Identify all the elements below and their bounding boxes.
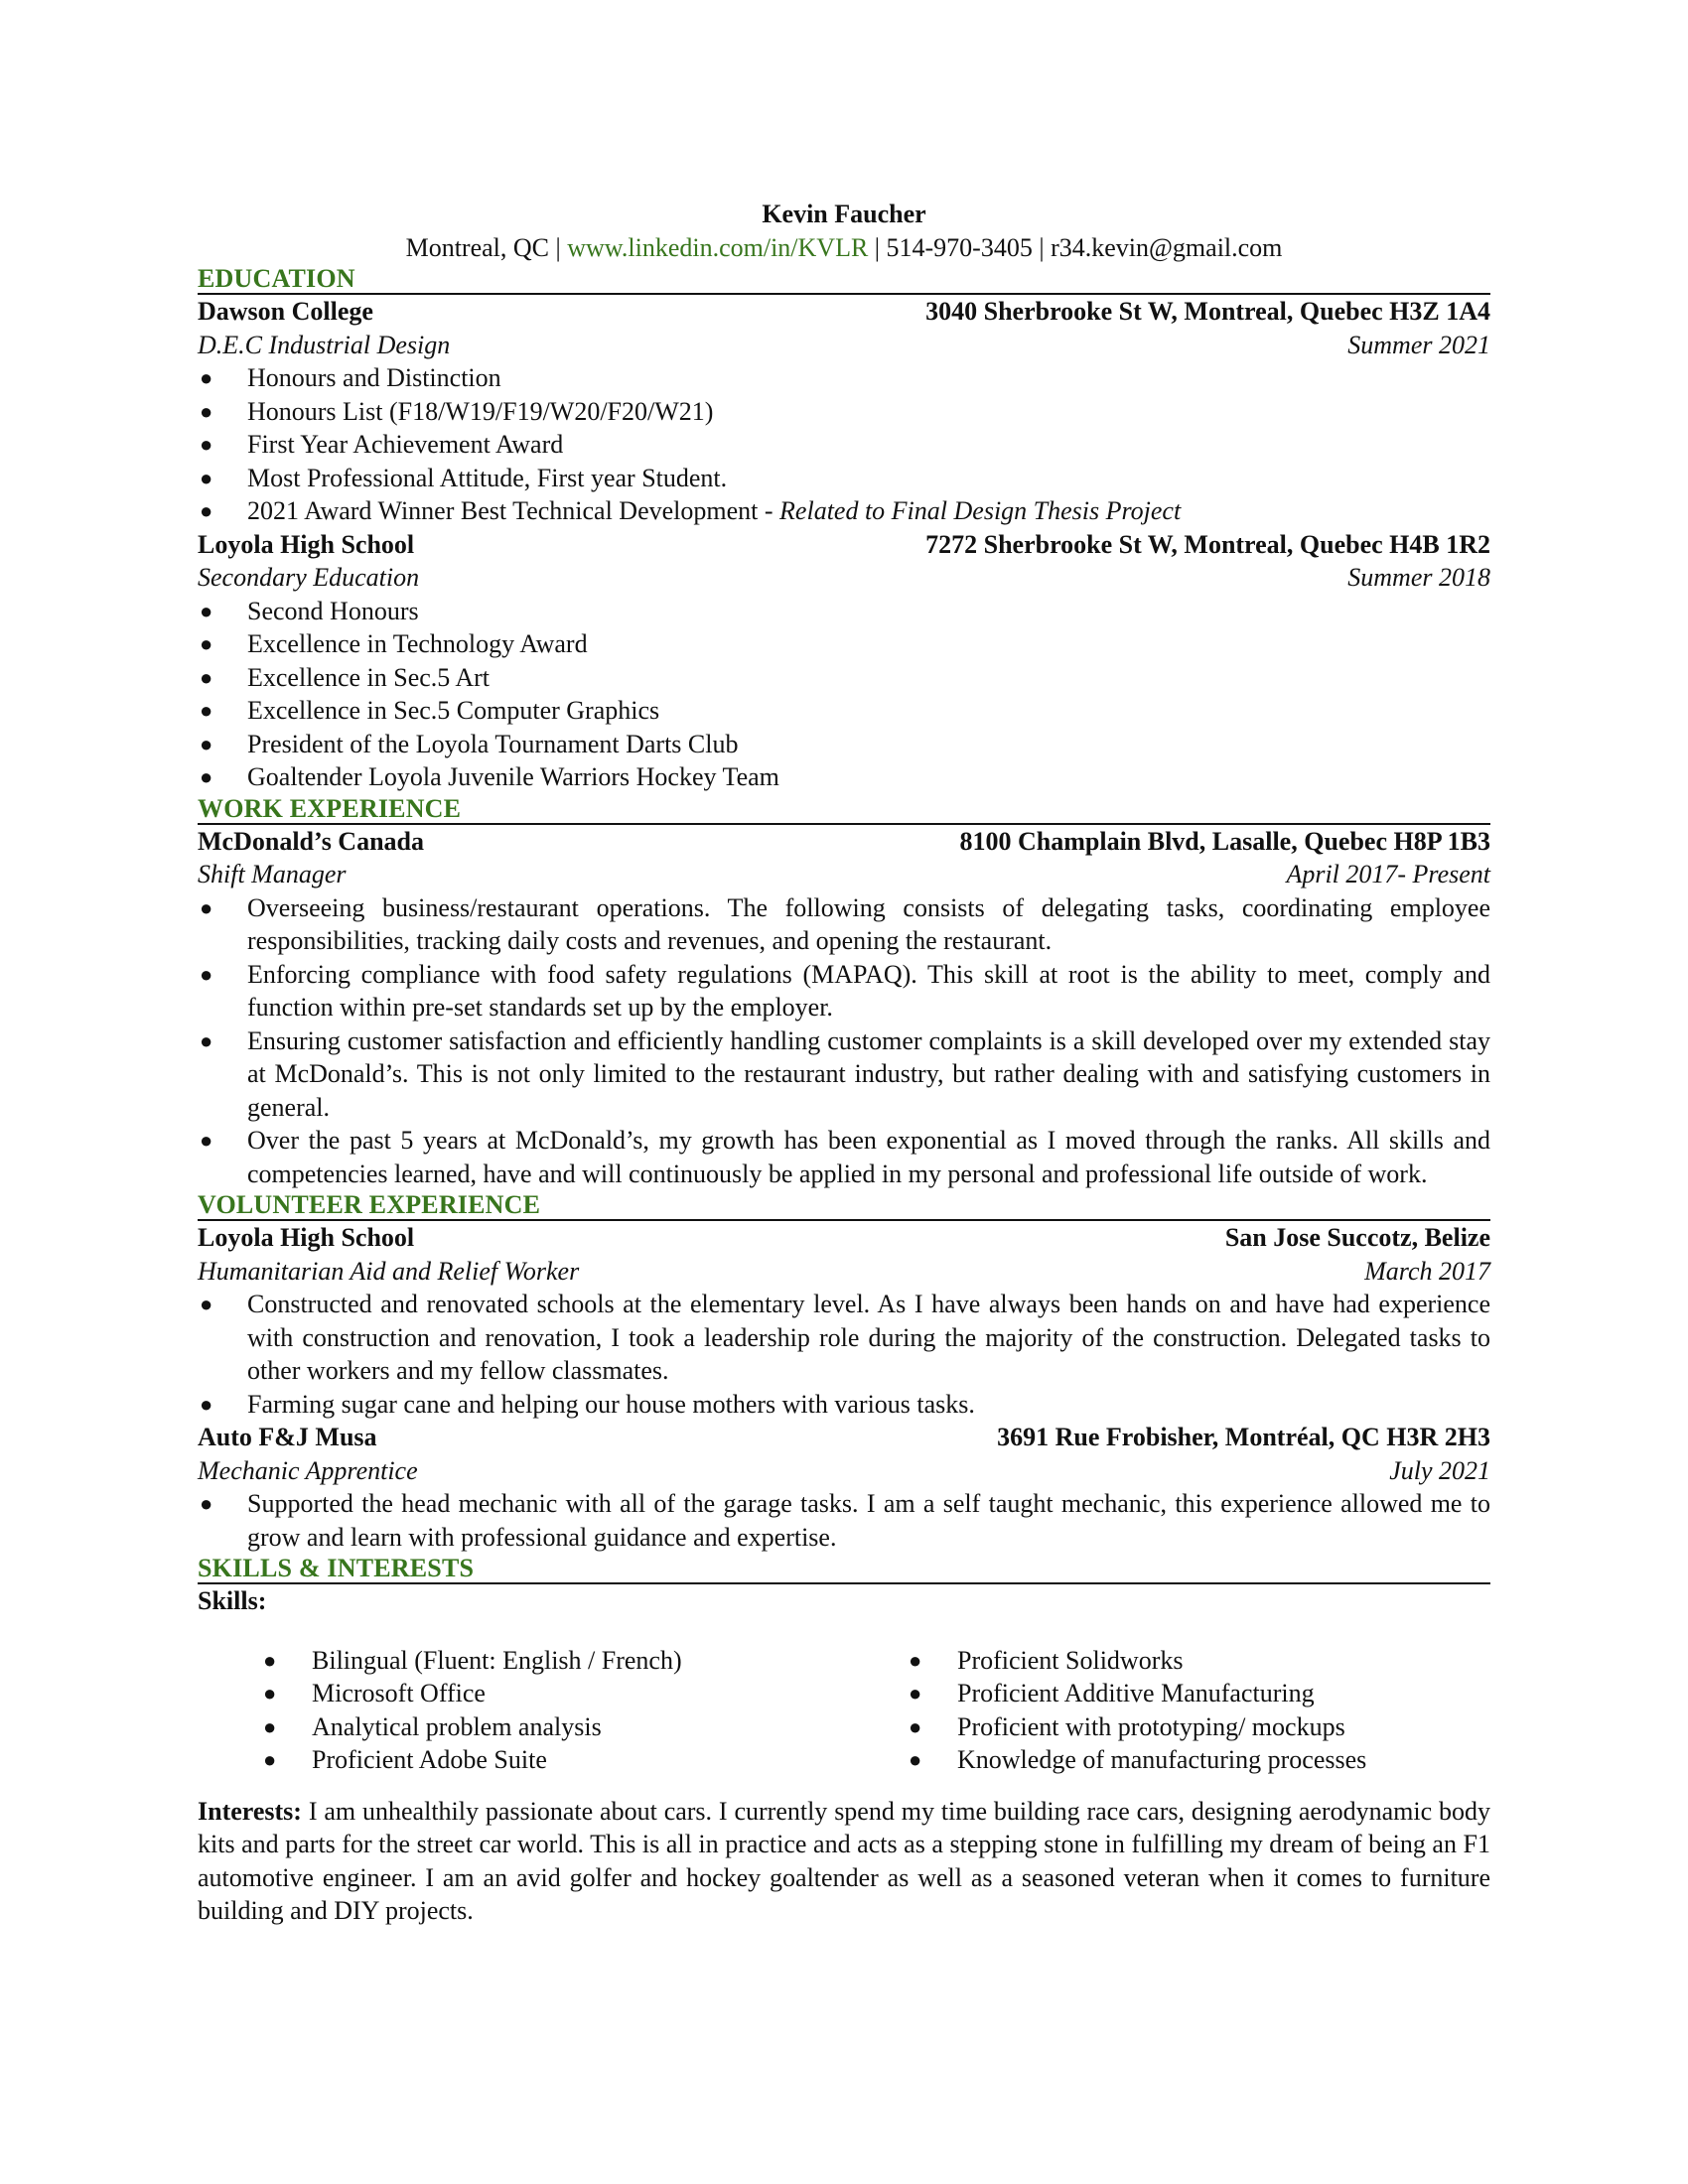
bullet-icon: ● [263, 1747, 277, 1772]
org-address: 3691 Rue Frobisher, Montréal, QC H3R 2H3 [997, 1423, 1490, 1451]
bullet-icon: ● [200, 365, 213, 390]
skills-label: Skills: [198, 1586, 267, 1615]
bullet-list [198, 595, 1490, 794]
org-name: McDonald’s Canada [198, 826, 425, 856]
list-item: ● Knowledge of manufacturing processes [843, 1743, 1488, 1777]
education-entry [198, 295, 1490, 528]
date: Summer 2018 [1347, 563, 1490, 592]
bullet-icon: ● [263, 1681, 277, 1706]
bullet-icon: ● [200, 398, 213, 424]
role: D.E.C Industrial Design [198, 330, 451, 359]
bullet-list [198, 1288, 1490, 1421]
candidate-name: Kevin Faucher [762, 200, 926, 228]
entry-header [198, 1221, 1490, 1255]
date: March 2017 [1364, 1256, 1490, 1286]
list-item: ● Bilingual (Fluent: English / French) [198, 1644, 843, 1678]
role: Mechanic Apprentice [198, 1455, 418, 1485]
org-address: San Jose Succotz, Belize [1224, 1223, 1490, 1252]
bullet-icon: ● [200, 961, 213, 987]
org-address: 7272 Sherbrooke St W, Montreal, Quebec H4B 1R2 [925, 529, 1490, 559]
resume-content [198, 198, 1490, 1928]
entry-subheader [198, 1454, 1490, 1488]
bullet-icon: ● [263, 1647, 277, 1673]
list-item: ● Proficient Solidworks [843, 1644, 1488, 1678]
list-item: ● Goaltender Loyola Juvenile Warriors Hockey Team [198, 760, 1490, 794]
list-item: ● Excellence in Sec.5 Art [198, 661, 1490, 695]
bullet-icon: ● [200, 894, 213, 920]
role: Shift Manager [198, 860, 347, 888]
interests-text: I am unhealthily passionate about cars. I currently spend my time building race cars, designing aerodynamic body kits and parts for the street car world. This is all in practice and acts as a stepping stone in fulfilling my dream of being an F1 automotive engineer. I am an avid golfer and hockey goaltender as well as a seasoned veteran when it comes to furniture building and DIY projects. [198, 1796, 1490, 1925]
list-item: ● Constructed and renovated schools at the elementary level. As I have always been hands on and have had experience with construction and renovation, I took a leadership role during the majority of the construction. Delegated tasks to other workers and my fellow classmates. [200, 1290, 1490, 1385]
work-entry [198, 825, 1490, 1191]
list-item: ● Overseeing business/restaurant operations. The following consists of delegating tasks, coordinating employee responsibilities, tracking daily costs and revenues, and opening the restaurant. [200, 892, 1490, 955]
entry-header [198, 1421, 1490, 1454]
bullet-list [198, 1487, 1490, 1554]
bullet-icon: ● [200, 1027, 213, 1053]
list-item: ● Ensuring customer satisfaction and efficiently handling customer complaints is a skill developed over my extended stay at McDonald’s. This is not only limited to the restaurant industry, but rather dealing with and satisfying customers in general. [200, 1025, 1490, 1122]
list-item: ● First Year Achievement Award [198, 428, 1490, 462]
bullet-icon: ● [909, 1647, 922, 1673]
list-item: ● Honours and Distinction [198, 361, 1490, 395]
role: Humanitarian Aid and Relief Worker [198, 1256, 580, 1286]
volunteer-experience-heading: VOLUNTEER EXPERIENCE [198, 1190, 1490, 1221]
bullet-list [198, 361, 1490, 528]
list-item: ● Excellence in Sec.5 Computer Graphics [198, 694, 1490, 728]
list-item: ● Second Honours [198, 595, 1490, 628]
org-name: Dawson College [198, 297, 373, 326]
org-name: Loyola High School [198, 1223, 415, 1252]
bullet-list [198, 891, 1490, 1191]
list-item: ● Proficient with prototyping/ mockups [843, 1710, 1488, 1744]
entry-header [198, 295, 1490, 329]
skills-column-right [843, 1644, 1488, 1777]
bullet-icon: ● [200, 465, 213, 490]
date: Summer 2021 [1347, 330, 1490, 359]
list-item: ● Microsoft Office [198, 1677, 843, 1710]
bullet-icon: ● [200, 664, 213, 690]
interests-paragraph [198, 1795, 1490, 1928]
bullet-icon: ● [200, 1391, 213, 1417]
bullet-icon: ● [909, 1681, 922, 1706]
list-item: ● Honours List (F18/W19/F19/W20/F20/W21) [198, 395, 1490, 429]
bullet-icon: ● [200, 598, 213, 623]
list-item: ● Proficient Adobe Suite [198, 1743, 843, 1777]
bullet-icon: ● [909, 1713, 922, 1739]
bullet-icon: ● [909, 1747, 922, 1772]
entry-subheader [198, 329, 1490, 362]
interests-label: Interests: [198, 1796, 302, 1826]
org-address: 8100 Champlain Blvd, Lasalle, Quebec H8P 1B3 [959, 826, 1490, 856]
education-heading: EDUCATION [198, 264, 1490, 295]
skills-interests-heading: SKILLS & INTERESTS [198, 1554, 1490, 1584]
bullet-icon: ● [200, 1128, 213, 1153]
org-name: Auto F&J Musa [198, 1423, 377, 1451]
skills-list [198, 1644, 843, 1777]
list-item: ● Analytical problem analysis [198, 1710, 843, 1744]
entry-subheader [198, 1255, 1490, 1289]
bullet-icon: ● [200, 731, 213, 756]
bullet-icon: ● [200, 1292, 213, 1316]
bullet-icon: ● [200, 698, 213, 723]
skills-columns [198, 1644, 1490, 1777]
bullet-icon: ● [263, 1713, 277, 1739]
location: Montreal, QC [405, 232, 550, 262]
entry-header [198, 825, 1490, 859]
bullet-icon: ● [200, 498, 213, 523]
list-item: ● Over the past 5 years at McDonald’s, my growth has been exponential as I moved through the ranks. All skills and competencies learned, have and will continuously be applied in my personal and professional life outside of work. [200, 1126, 1490, 1188]
list-item: ● Supported the head mechanic with all of the garage tasks. I am a self taught mechanic, this experience allowed me to grow and learn with professional guidance and expertise. [200, 1489, 1490, 1552]
org-address: 3040 Sherbrooke St W, Montreal, Quebec H3Z 1A4 [925, 297, 1490, 326]
volunteer-entry [198, 1221, 1490, 1421]
skills-list [843, 1644, 1488, 1777]
linkedin-link[interactable]: www.linkedin.com/in/KVLR [567, 232, 869, 262]
entry-subheader [198, 561, 1490, 595]
date: April 2017- Present [1286, 860, 1490, 888]
skills-column-left [198, 1644, 843, 1777]
entry-header [198, 528, 1490, 562]
work-experience-heading: WORK EXPERIENCE [198, 794, 1490, 825]
bullet-icon: ● [200, 764, 213, 789]
email: r34.kevin@gmail.com [1051, 232, 1283, 262]
volunteer-entry [198, 1421, 1490, 1554]
list-item: ● Enforcing compliance with food safety regulations (MAPAQ). This skill at root is the ability to meet, comply and function within pre-set standards set up by the employer. [200, 959, 1490, 1022]
contact-line: Montreal, QC | www.linkedin.com/in/KVLR | 514-970-3405 | r34.kevin@gmail.com [405, 232, 1283, 262]
role: Secondary Education [198, 563, 420, 592]
education-entry [198, 528, 1490, 794]
date: July 2021 [1389, 1455, 1490, 1485]
list-item: ● Excellence in Technology Award [198, 627, 1490, 661]
list-item: ● Most Professional Attitude, First year Student. [198, 462, 1490, 495]
entry-subheader [198, 858, 1490, 891]
list-item: ● 2021 Award Winner Best Technical Development - Related to Final Design Thesis Project [198, 494, 1490, 528]
bullet-icon: ● [200, 631, 213, 656]
bullet-icon: ● [200, 432, 213, 457]
list-item: ● President of the Loyola Tournament Darts Club [198, 728, 1490, 761]
phone: 514-970-3405 [886, 232, 1033, 262]
list-item: ● Proficient Additive Manufacturing [843, 1677, 1488, 1710]
bullet-icon: ● [200, 1491, 213, 1516]
org-name: Loyola High School [198, 529, 415, 559]
list-item: ● Farming sugar cane and helping our house mothers with various tasks. [198, 1388, 1490, 1422]
